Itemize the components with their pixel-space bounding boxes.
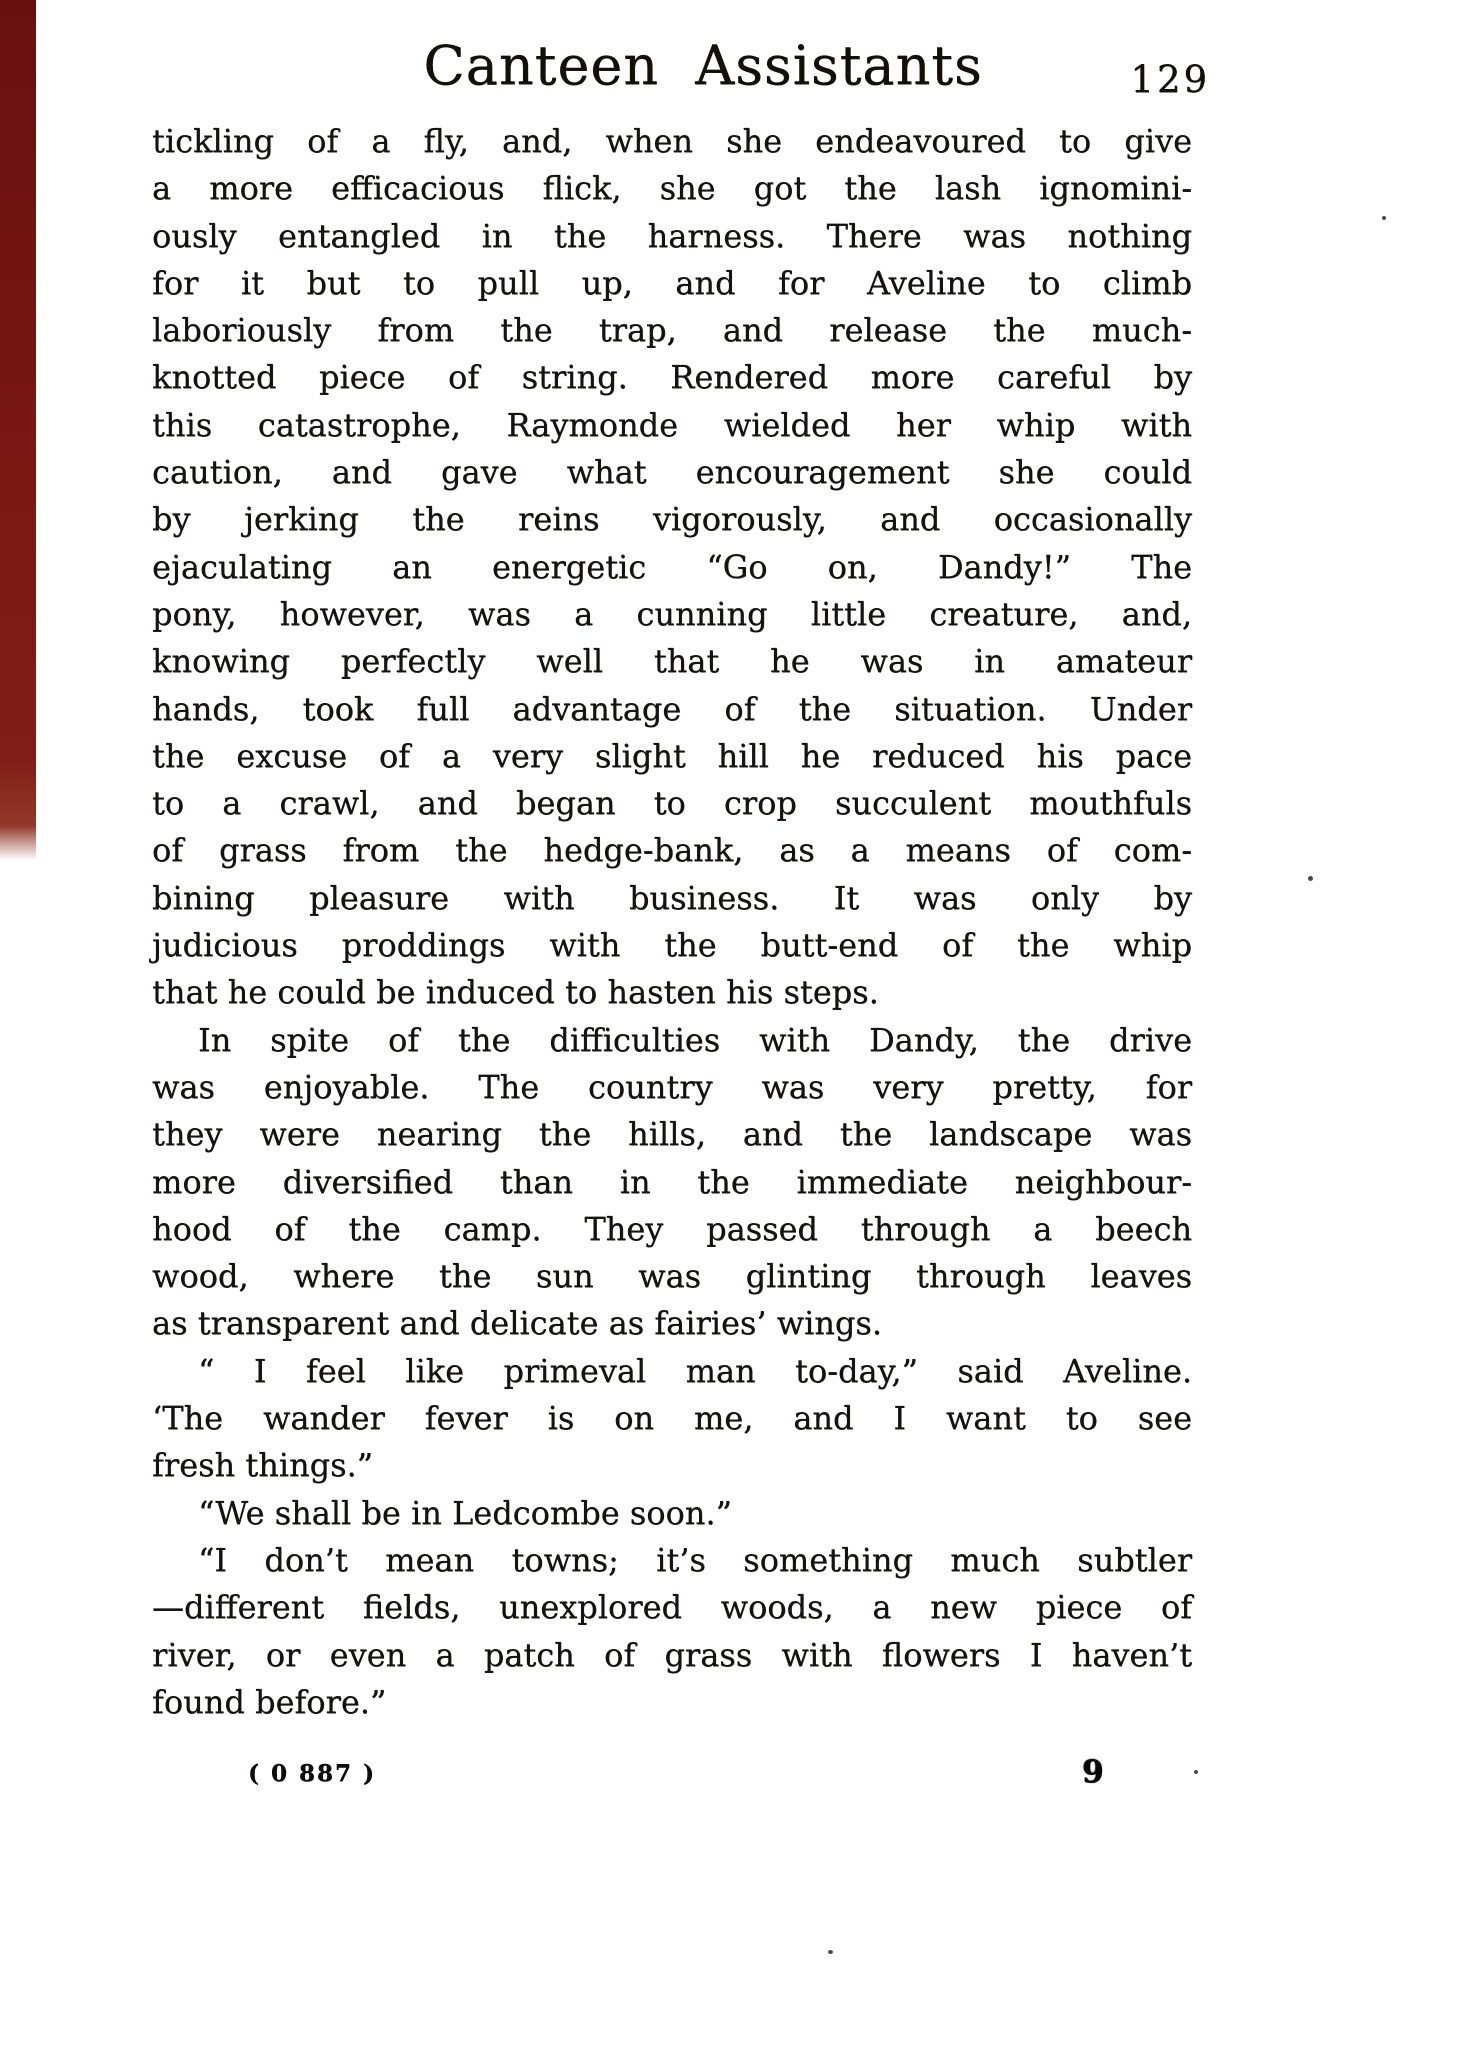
gathering-number: 9 bbox=[1082, 1754, 1104, 1790]
text-line: knotted piece of string. Rendered more careful by bbox=[152, 358, 1192, 397]
text-line: that he could be induced to hasten his steps. bbox=[152, 973, 879, 1012]
scan-speck bbox=[828, 1950, 833, 1954]
text-line: —different fields, unexplored woods, a new piece of bbox=[152, 1588, 1192, 1627]
text-line: to a crawl, and began to crop succulent mouthfuls bbox=[152, 784, 1192, 823]
page-header bbox=[152, 34, 1210, 114]
text-line: ‘The wander fever is on me, and I want to see bbox=[152, 1399, 1192, 1438]
text-line: hands, took full advantage of the situation. Under bbox=[152, 689, 1192, 728]
printer-signature: ( 0 887 ) bbox=[248, 1760, 376, 1787]
text-line: knowing perfectly well that he was in amateur bbox=[152, 642, 1192, 681]
text-line: ejaculating an energetic “Go on, Dandy!” The bbox=[152, 547, 1192, 586]
text-line: caution, and gave what encouragement she could bbox=[152, 453, 1192, 492]
text-line: found before.” bbox=[152, 1682, 387, 1721]
text-line: ously entangled in the harness. There was nothing bbox=[152, 216, 1192, 255]
text-line: the excuse of a very slight hill he reduced his pace bbox=[152, 736, 1192, 775]
text-line: a more efficacious flick, she got the lash ignomini- bbox=[152, 169, 1192, 208]
scan-gutter-shadow bbox=[0, 0, 36, 860]
text-line: pony, however, was a cunning little creature, and, bbox=[152, 594, 1192, 633]
page-number: 129 bbox=[1130, 58, 1210, 101]
text-line: laboriously from the trap, and release the much- bbox=[152, 311, 1192, 350]
text-line: this catastrophe, Raymonde wielded her whip with bbox=[152, 405, 1192, 444]
text-line: river, or even a patch of grass with flowers I haven’t bbox=[152, 1635, 1192, 1674]
text-line: as transparent and delicate as fairies’ wings. bbox=[152, 1304, 882, 1343]
text-line: of grass from the hedge-bank, as a means of com- bbox=[152, 831, 1192, 870]
scan-speck bbox=[1194, 1770, 1198, 1774]
text-line: more diversified than in the immediate neighbour- bbox=[152, 1162, 1192, 1201]
text-line: was enjoyable. The country was very pretty, for bbox=[152, 1067, 1192, 1106]
text-line: they were nearing the hills, and the landscape was bbox=[152, 1115, 1192, 1154]
text-line: by jerking the reins vigorously, and occasionally bbox=[152, 500, 1192, 539]
running-head-title: Canteen Assistants bbox=[423, 34, 983, 97]
text-line: tickling of a fly, and, when she endeavoured to give bbox=[152, 122, 1192, 160]
text-line: “I don’t mean towns; it’s something much subtler bbox=[198, 1540, 1192, 1579]
text-line: hood of the camp. They passed through a beech bbox=[152, 1209, 1192, 1248]
page-body bbox=[152, 118, 1192, 1726]
scan-speck bbox=[1382, 216, 1386, 220]
text-line: bining pleasure with business. It was only by bbox=[152, 878, 1192, 917]
text-line: for it but to pull up, and for Aveline to climb bbox=[152, 263, 1192, 302]
text-line: “We shall be in Ledcombe soon.” bbox=[198, 1493, 732, 1532]
text-line: judicious proddings with the butt-end of the whip bbox=[152, 926, 1192, 965]
text-line: In spite of the difficulties with Dandy, the drive bbox=[198, 1020, 1192, 1059]
page-footer bbox=[152, 1752, 1192, 1796]
scan-speck bbox=[1308, 876, 1313, 881]
text-line: wood, where the sun was glinting through leaves bbox=[152, 1257, 1192, 1296]
text-line: fresh things.” bbox=[152, 1446, 374, 1485]
text-line: “ I feel like primeval man to-day,” said Aveline. bbox=[198, 1351, 1192, 1390]
